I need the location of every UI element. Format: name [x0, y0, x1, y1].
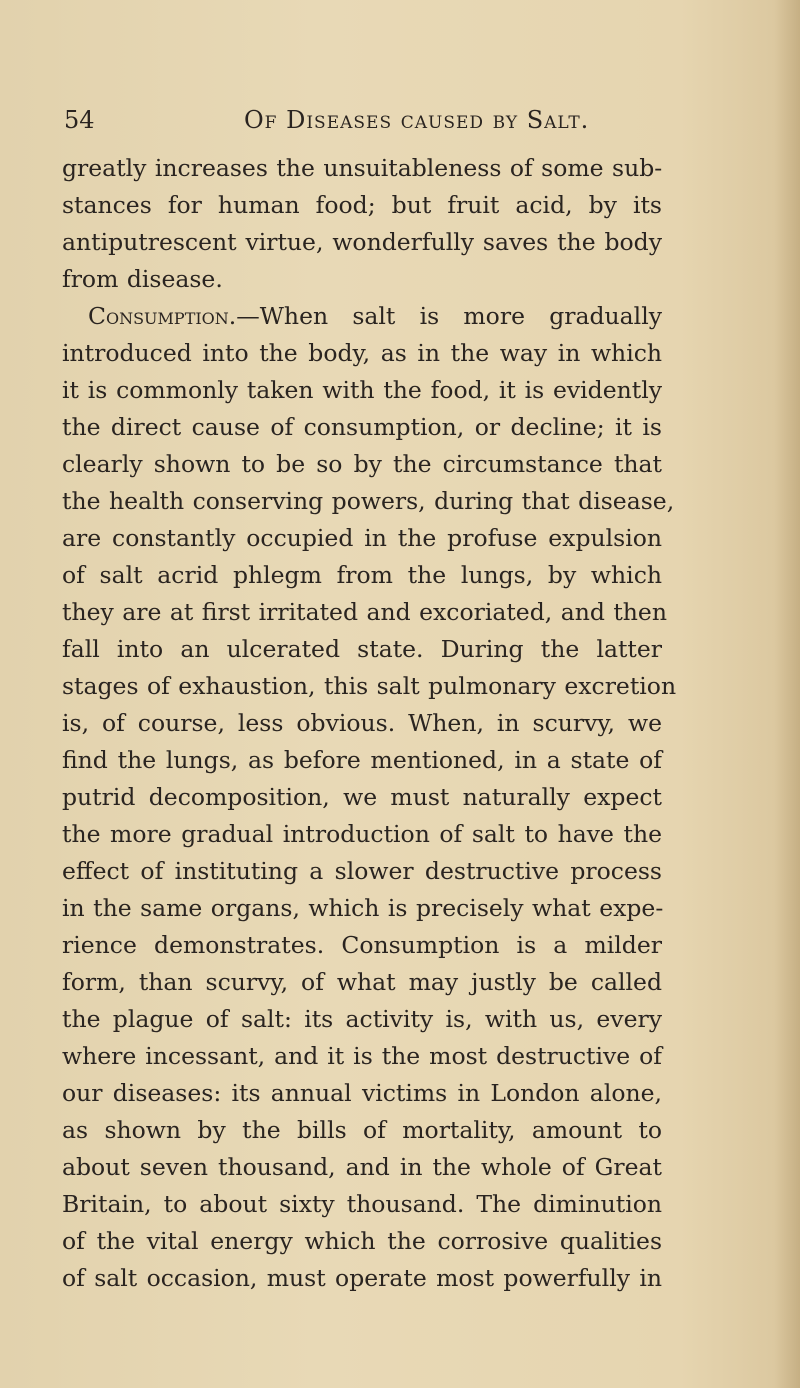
text-line: in the same organs, which is precisely what expe- [62, 894, 664, 922]
text-line: find the lungs, as before mentioned, in a state of [62, 746, 662, 774]
text-line: stages of exhaustion, this salt pulmonary excretion [62, 672, 677, 700]
page-edge-shadow [774, 0, 800, 1388]
page-header [0, 100, 800, 140]
text-line: form, than scurvy, of what may justly be called [62, 968, 662, 996]
text-line: clearly shown to be so by the circumstance that [62, 450, 662, 478]
text-line: effect of instituting a slower destructive process [62, 857, 662, 885]
text-line: are constantly occupied in the profuse expulsion [62, 524, 662, 552]
section-heading: Consumption. [88, 302, 237, 330]
text-line: as shown by the bills of mortality, amount to [62, 1116, 662, 1144]
text-line: introduced into the body, as in the way in which [62, 339, 662, 367]
section-heading-line [62, 298, 662, 335]
text-line: rience demonstrates. Consumption is a milder [62, 931, 662, 959]
text-line: is, of course, less obvious. When, in scurvy, we [62, 709, 662, 737]
text-line: of salt acrid phlegm from the lungs, by which [62, 561, 662, 589]
text-line: from disease. [62, 265, 223, 293]
text-line: our diseases: its annual victims in London alone, [62, 1079, 662, 1107]
text-line: antiputrescent virtue, wonderfully saves the body [62, 228, 662, 256]
text-line: the more gradual introduction of salt to have the [62, 820, 662, 848]
body-text [62, 150, 677, 1297]
text-line: Britain, to about sixty thousand. The diminution [62, 1190, 662, 1218]
text-line: greatly increases the unsuitableness of some sub- [62, 154, 663, 182]
section-heading-text: —When salt is more gradually [236, 302, 662, 330]
text-line: the health conserving powers, during that disease, [62, 487, 675, 515]
text-line: where incessant, and it is the most destructive of [62, 1042, 662, 1070]
page-number: 54 [64, 106, 95, 134]
running-title: Of Diseases caused by Salt. [244, 106, 590, 134]
text-line: it is commonly taken with the food, it is evidently [62, 376, 662, 404]
text-line: of salt occasion, must operate most powerfully in [62, 1264, 662, 1292]
text-line: about seven thousand, and in the whole of Great [62, 1153, 662, 1181]
text-line: the direct cause of consumption, or decline; it is [62, 413, 662, 441]
text-line: putrid decomposition, we must naturally expect [62, 783, 662, 811]
text-line: stances for human food; but fruit acid, by its [62, 191, 662, 219]
text-line: the plague of salt: its activity is, with us, every [62, 1005, 662, 1033]
text-line: they are at first irritated and excoriated, and then [62, 598, 667, 626]
text-line: fall into an ulcerated state. During the latter [62, 635, 662, 663]
text-line: of the vital energy which the corrosive qualities [62, 1227, 662, 1255]
